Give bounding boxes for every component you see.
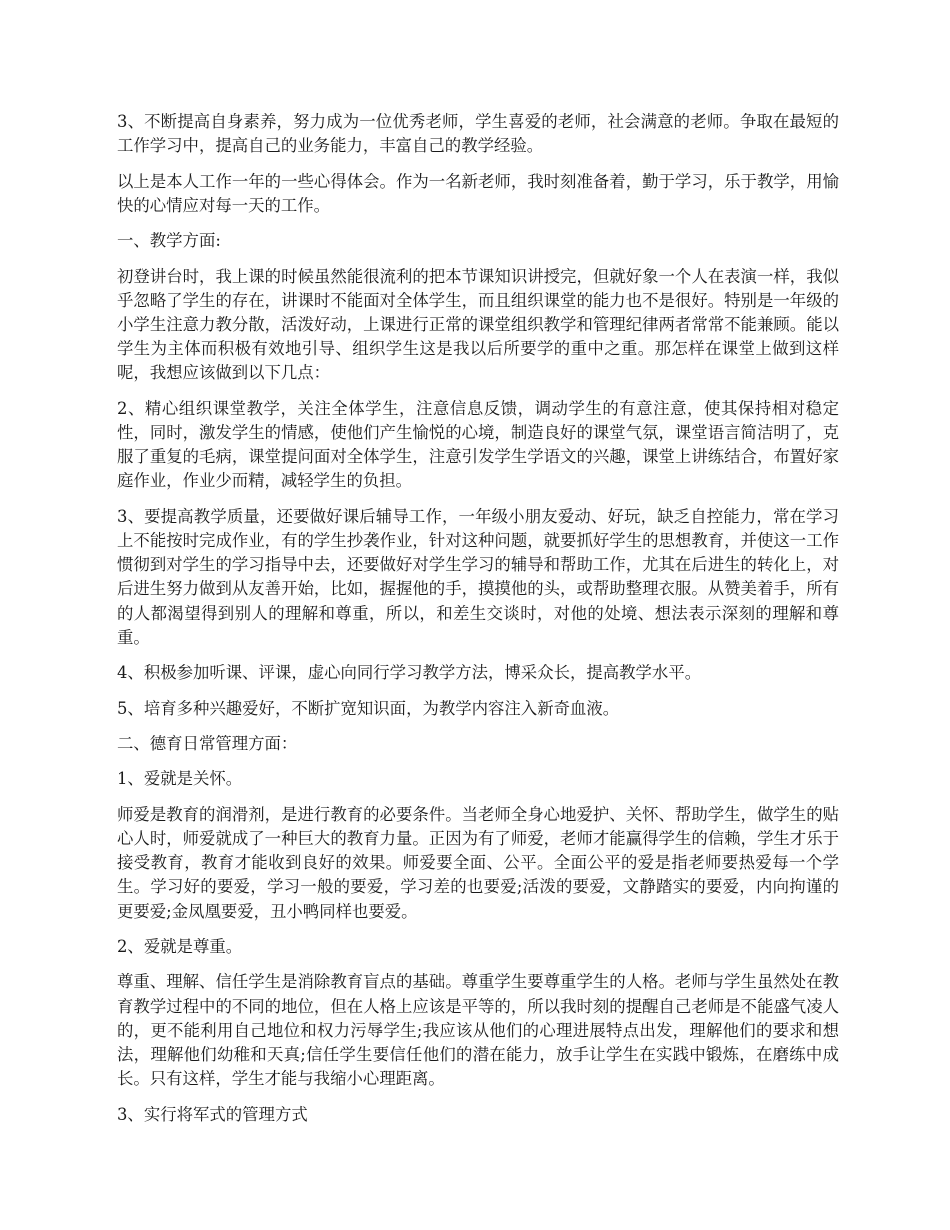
paragraph-teaching-point-2: 2、精心组织课堂教学，关注全体学生，注意信息反馈，调动学生的有意注意，使其保持相对稳定性，同时，激发学生的情感，使他们产生愉悦的心境，制造良好的课堂气氛，课堂语言简洁明了，克服了重复的毛病，课堂提问面对全体学生，注意引发学生学语文的兴趣，课堂上讲练结合，布置好家庭作业，作业少而精，减轻学生的负担。 (117, 398, 839, 491)
heading-moral-management: 二、德育日常管理方面： (117, 733, 298, 753)
heading-teaching: 一、教学方面: (117, 231, 221, 251)
subheading-general-style: 3、实行将军式的管理方式 (117, 1104, 308, 1124)
subheading-love-is-respect: 2、爱就是尊重。 (117, 936, 243, 956)
paragraph-goal: 3、不断提高自身素养，努力成为一位优秀老师，学生喜爱的老师，社会满意的老师。争取在最短的工作学习中，提高自己的业务能力，丰富自己的教学经验。 (117, 112, 839, 156)
document-body (117, 110, 839, 1138)
paragraph-summary: 以上是本人工作一年的一些心得体会。作为一名新老师，我时刻准备着，勤于学习，乐于教学，用愉快的心情应对每一天的工作。 (117, 171, 839, 215)
paragraph-teaching-intro: 初登讲台时，我上课的时候虽然能很流利的把本节课知识讲授完，但就好象一个人在表演一样，我似乎忽略了学生的存在，讲课时不能面对全体学生，而且组织课堂的能力也不是很好。特别是一年级的小学生注意力教分散，活泼好动，上课进行正常的课堂组织教学和管理纪律两者常常不能兼顾。能以学生为主体而积极有效地引导、组织学生这是我以后所要学的重中之重。那怎样在课堂上做到这样呢，我想应该做到以下几点： (117, 266, 839, 383)
paragraph-teaching-point-3: 3、要提高教学质量，还要做好课后辅导工作，一年级小朋友爱动、好玩，缺乏自控能力，常在学习上不能按时完成作业，有的学生抄袭作业，针对这种问题，就要抓好学生的思想教育，并使这一工作惯彻到对学生的学习指导中去，还要做好对学生学习的辅导和帮助工作，尤其在后进生的转化上，对后进生努力做到从友善开始，比如，握握他的手，摸摸他的头，或帮助整理衣服。从赞美着手，所有的人都渴望得到别人的理解和尊重，所以，和差生交谈时，对他的处境、想法表示深刻的理解和尊重。 (117, 506, 839, 647)
paragraph-teaching-point-5: 5、培育多种兴趣爱好，不断扩宽知识面，为教学内容注入新奇血液。 (117, 698, 620, 718)
paragraph-love-is-care: 师爱是教育的润滑剂，是进行教育的必要条件。当老师全身心地爱护、关怀、帮助学生，做学生的贴心人时，师爱就成了一种巨大的教育力量。正因为有了师爱，老师才能赢得学生的信赖，学生才乐于接受教育，教育才能收到良好的效果。师爱要全面、公平。全面公平的爱是指老师要热爱每一个学生。学习好的要爱，学习一般的要爱，学习差的也要爱;活泼的要爱，文静踏实的要爱，内向拘谨的更要爱;金凤凰要爱，丑小鸭同样也要爱。 (117, 804, 839, 921)
subheading-love-is-care: 1、爱就是关怀。 (117, 769, 243, 789)
paragraph-teaching-point-4: 4、积极参加听课、评课，虚心向同行学习教学方法，博采众长，提高教学水平。 (117, 663, 702, 683)
paragraph-love-is-respect: 尊重、理解、信任学生是消除教育盲点的基础。尊重学生要尊重学生的人格。老师与学生虽然处在教育教学过程中的不同的地位，但在人格上应该是平等的，所以我时刻的提醒自己老师是不能盛气凌人的，更不能利用自己地位和权力污辱学生;我应该从他们的心理进展特点出发，理解他们的要求和想法，理解他们幼稚和天真;信任学生要信任他们的潜在能力，放手让学生在实践中锻炼，在磨练中成长。只有这样，学生才能与我缩小心理距离。 (117, 972, 839, 1089)
